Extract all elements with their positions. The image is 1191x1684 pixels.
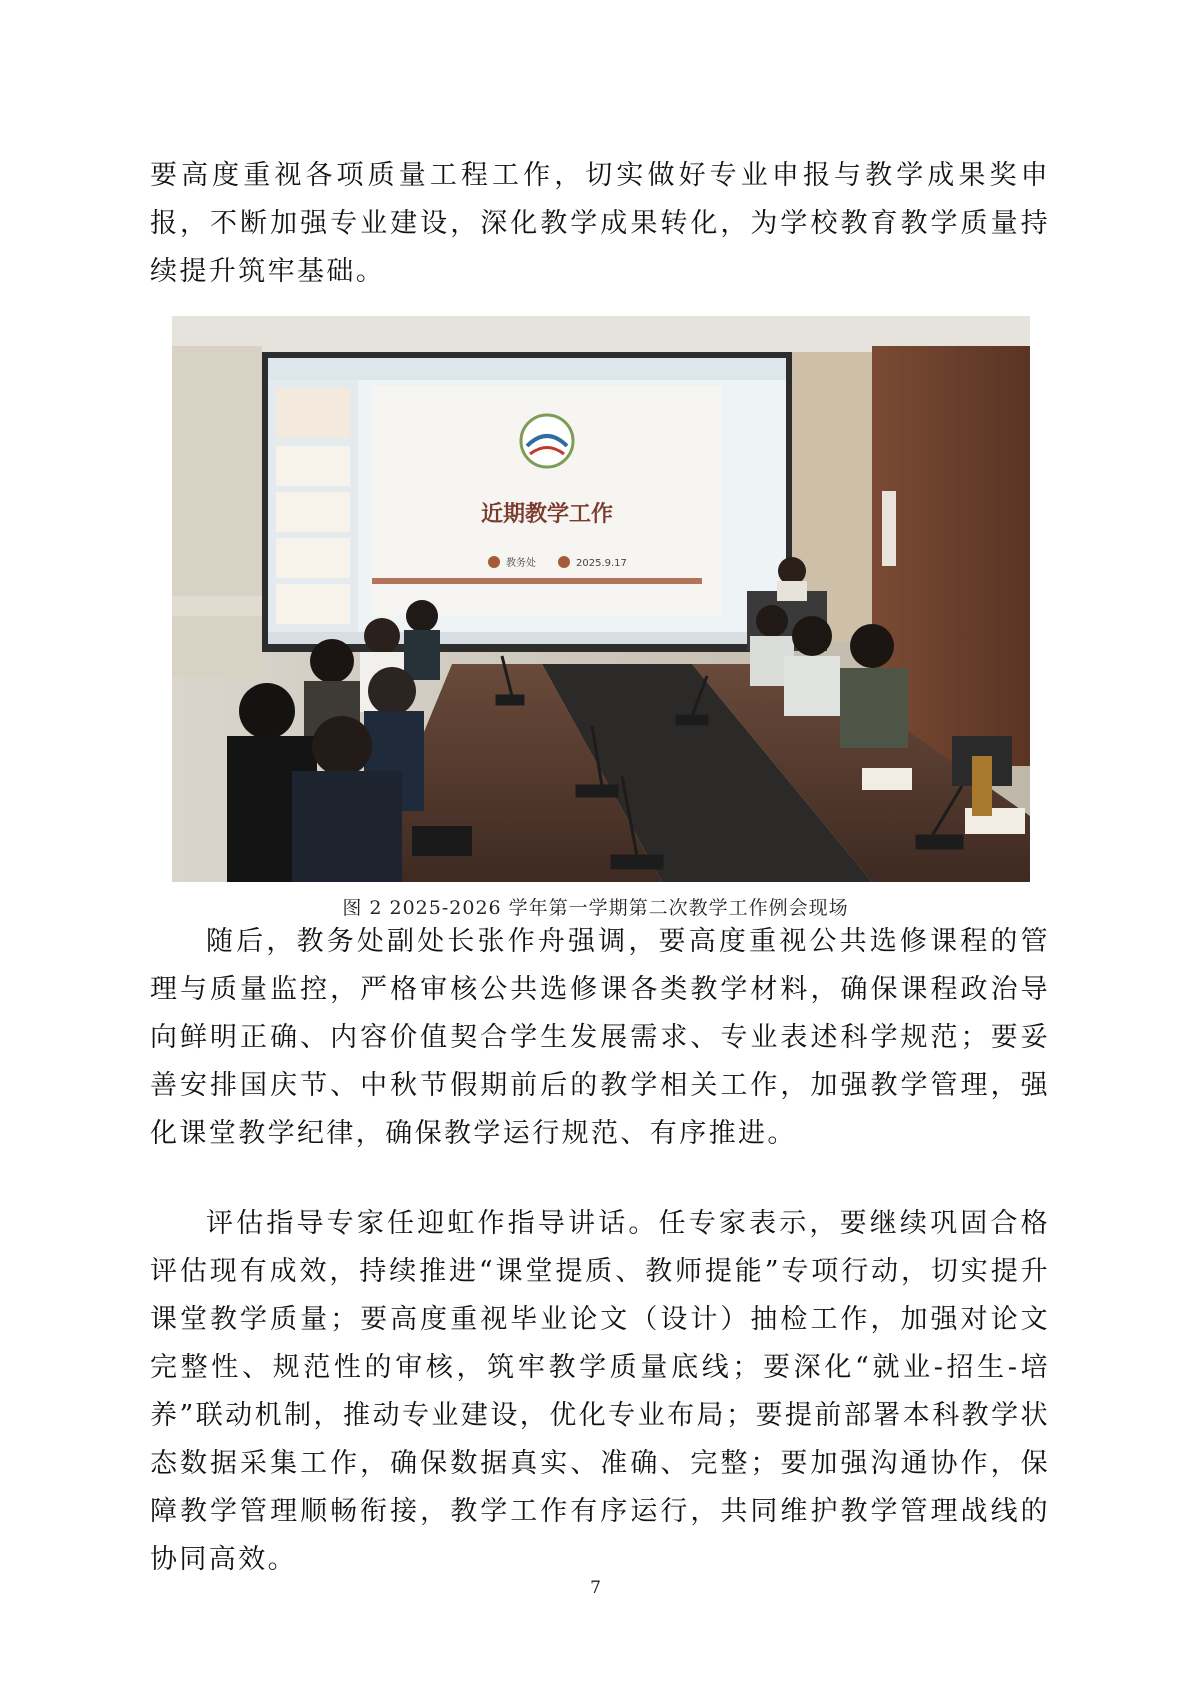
slide-dept: 教务处: [506, 558, 536, 569]
figure-caption: 图 2 2025-2026 学年第一学期第二次教学工作例会现场: [342, 897, 849, 919]
paragraph-expert-speech: 评估指导专家任迎虹作指导讲话。任专家表示，要继续巩固合格评估现有成效，持续推进“课堂提质、教师提能”专项行动，切实提升课堂教学质量；要高度重视毕业论文（设计）抽检工作，加强对论文完整性、规范性的审核，筑牢教学质量底线；要深化“就业-招生-培养”联动机制，推动专业建设，优化专业布局；要提前部署本科教学状态数据采集工作，确保数据真实、准确、完整；要加强沟通协作，保障教学管理顺畅衔接，教学工作有序运行，共同维护教学管理战线的协同高效。: [150, 1208, 1050, 1575]
page-number: 7: [590, 1578, 601, 1598]
paragraph-continued: 要高度重视各项质量工程工作，切实做好专业申报与教学成果奖申报，不断加强专业建设，深化教学成果转化，为学校教育教学质量持续提升筑牢基础。: [150, 160, 1050, 287]
slide-date: 2025.9.17: [576, 558, 627, 569]
projection-screen: [262, 352, 792, 652]
slide-title: 近期教学工作: [480, 502, 614, 527]
paragraph-deputy-director: 随后，教务处副处长张作舟强调，要高度重视公共选修课程的管理与质量监控，严格审核公共选修课各类教学材料，确保课程政治导向鲜明正确、内容价值契合学生发展需求、专业表述科学规范；要妥善安排国庆节、中秋节假期前后的教学相关工作，加强教学管理，强化课堂教学纪律，确保教学运行规范、有序推进。: [150, 926, 1050, 1149]
meeting-photo: [172, 316, 1030, 882]
